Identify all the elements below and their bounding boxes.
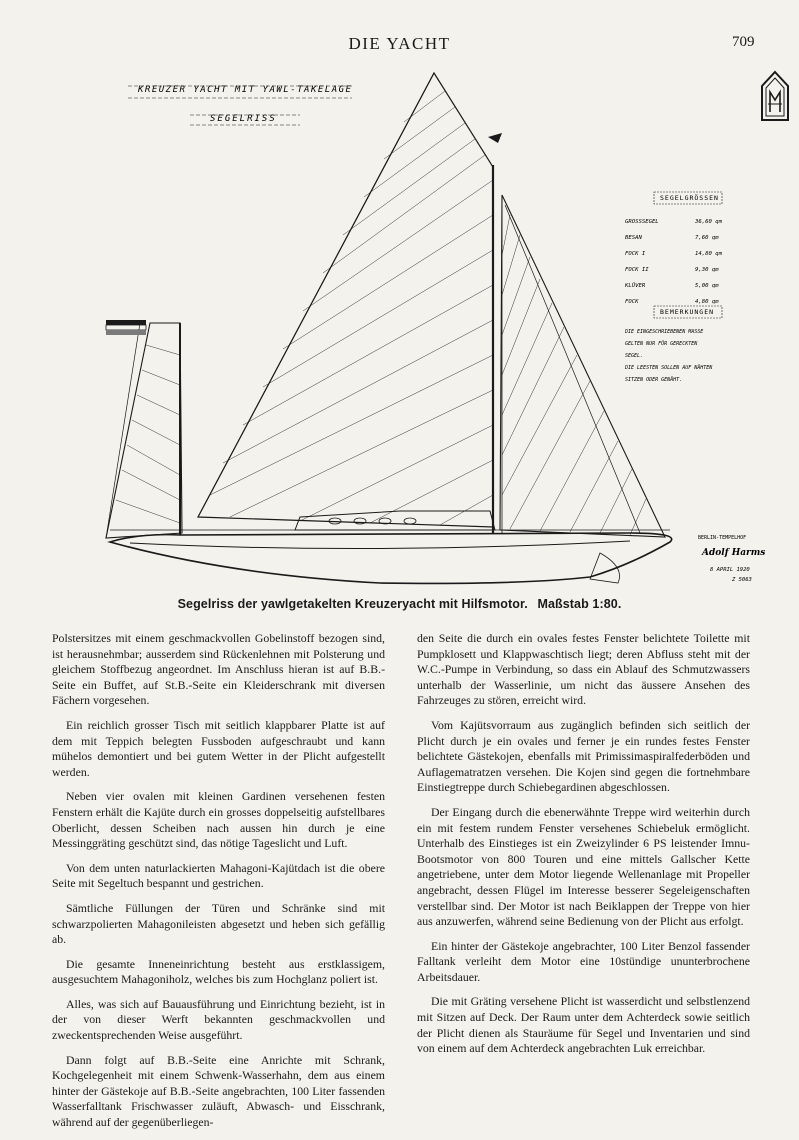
paragraph: Sämtliche Füllungen der Türen und Schränke sind mit schwarzpolierten Mahagonileisten abgesetzt und heben sich gefällig ab. bbox=[52, 900, 385, 947]
remarks-line: SITZEN ODER GENÄHT. bbox=[625, 377, 683, 383]
running-head-title: DIE YACHT bbox=[348, 34, 451, 53]
sail-area-label: KLÜVER bbox=[625, 283, 646, 289]
sail-area-value: 7,60 qm bbox=[695, 235, 719, 241]
drawing-subtitle: SEGELRISS bbox=[210, 114, 277, 124]
figure-caption bbox=[0, 597, 799, 611]
page-number: 709 bbox=[732, 34, 755, 50]
paragraph: den Seite die durch ein ovales festes Fenster belichtete Toilette mit Pumpklosett und Klappwaschtisch liegt; deren Abfluss steht mit der W.C.-Pumpe in Verbindung, so dass ein Ablauf des Schmutzwassers unterhalb der Wasserlinie, um nicht das äussere Ansehen des Fahrzeuges zu stören, erreicht wird. bbox=[417, 631, 750, 708]
paragraph: Neben vier ovalen mit kleinen Gardinen versehenen festen Fenstern erhält die Kajüte durch ein grosses doppelseitig aufstellbares Oberlicht, dessen Scheiben nach aussen hin durch je eine Messinggräting geschützt sind, das nötige Tageslicht und Luft. bbox=[52, 789, 385, 851]
sail-areas-table bbox=[624, 192, 723, 305]
paragraph: Ein hinter der Gästekoje angebrachter, 100 Liter Benzol fassender Falltank verleiht dem Motor eine 10stündige ununterbrochene Arbeitsdauer. bbox=[417, 938, 750, 984]
signature-number: Z 5063 bbox=[732, 577, 752, 583]
signature-block bbox=[698, 535, 765, 583]
text-column-right bbox=[417, 631, 750, 1066]
sail-area-label: GROSSSEGEL bbox=[625, 219, 659, 225]
paragraph: Die gesamte Inneneinrichtung besteht aus erstklassigem, ausgesuchtem Mahagoniholz, welches bis zum Hochglanz poliert ist. bbox=[52, 956, 385, 987]
text-column-left bbox=[52, 631, 385, 1140]
sail-area-value: 14,80 qm bbox=[695, 251, 722, 257]
sail-area-label: FOCK bbox=[625, 299, 639, 305]
remarks-line: GELTEN NUR FÜR GERECKTEN bbox=[625, 341, 698, 347]
paragraph: Alles, was sich auf Bauausführung und Einrichtung bezieht, ist in der von dieser Werft bekannten geschmackvollen und zweckentsprechenden Weise ausgeführt. bbox=[52, 996, 385, 1043]
sail-area-label: FOCK I bbox=[625, 251, 646, 257]
sail-area-value: 4,80 qm bbox=[695, 299, 719, 305]
paragraph: Ein reichlich grosser Tisch mit seitlich klappbarer Platte ist auf dem mit Teppich belegten Fussboden aufgeschraubt und kann mühelos demontiert und bei gutem Wetter in der Plicht aufgestellt werden. bbox=[52, 717, 385, 779]
drawing-title: KREUZER YACHT MIT YAWL-TAKELAGE bbox=[138, 85, 353, 95]
paragraph: Polstersitzes mit einem geschmackvollen Gobelinstoff bezogen sind, ist herausnehmbar; ausserdem sind Rückenlehnen mit Polsterung und gleichem Stoffbezug angeordnet. Im Anschluss hieran ist auf B.B.-Seite ein Buffet, auf St.B.-Seite ein Kleiderschrank mit diversen Fächern vorgesehen. bbox=[52, 631, 385, 708]
sail-area-label: BESAN bbox=[625, 235, 642, 241]
remarks-heading: BEMERKUNGEN bbox=[660, 308, 715, 316]
sail-area-value: 9,30 qm bbox=[695, 267, 719, 273]
sail-plan-drawing bbox=[70, 55, 770, 595]
paragraph: Dann folgt auf B.B.-Seite eine Anrichte mit Schrank, Kochgelegenheit mit einem Schwenk-Wasserhahn, dem aus einem hinter der Gästekoje auf B.B.-Seite angebrachten, 100 Liter fassenden Wasserfalltank Frischwasser zuläuft, Abwasch- und Eisschrank, während auf der gegenüberliegen- bbox=[52, 1052, 385, 1130]
signature-name: Adolf Harms bbox=[702, 548, 766, 558]
sail-area-label: FOCK II bbox=[625, 267, 649, 273]
paragraph: Der Eingang durch die ebenerwähnte Treppe wird weiterhin durch ein mit festem rundem Fenster versehenes Schiebeluk ermöglicht. Unterhalb des Einstieges ist ein Zweizylinder 6 PS leistender Imnu-Bootsmotor von 800 Touren und eine mittels Gallscher Kette angetriebene, unter dem Motor liegende Wellenanlage mit Propeller angebracht, dessen Flügel im Interesse besserer Segeleigenschaften verstellbar sind. Der Motor ist nach Beiklappen der Treppe von hier aus anzuwerfen, während seine Bedienung von der Plicht aus erfolgt. bbox=[417, 804, 750, 929]
sail-area-value: 5,00 qm bbox=[695, 283, 719, 289]
remarks-line: SEGEL. bbox=[625, 353, 644, 359]
caption-scale: Maßstab 1:80. bbox=[537, 597, 622, 611]
remarks-line: DIE LEESTEN SOLLEN AUF NÄHTEN bbox=[625, 365, 713, 371]
sail-area-value: 36,60 qm bbox=[695, 219, 722, 225]
paragraph: Von dem unten naturlackierten Mahagoni-Kajütdach ist die obere Seite mit Segeltuch bespannt und gestrichen. bbox=[52, 860, 385, 891]
caption-text: Segelriss der yawlgetakelten Kreuzeryacht mit Hilfsmotor. bbox=[177, 597, 528, 611]
sail-areas-heading: SEGELGRÖSSEN bbox=[660, 194, 719, 202]
remarks-block bbox=[624, 306, 722, 383]
paragraph: Die mit Gräting versehene Plicht ist wasserdicht und selbstlenzend mit Sitzen auf Deck. Der Raum unter dem Achterdeck sowie seitlich der Plicht dienen als Stauräume für Segel und Inventarien und sind von einem auf dem Achterdeck angebrachten Luk erreichbar. bbox=[417, 994, 750, 1056]
remarks-line: DIE EINGESCHRIEBENEN MASSE bbox=[625, 329, 704, 335]
paragraph: Vom Kajütsvorraum aus zugänglich befinden sich seitlich der Plicht durch je ein ovales und ferner je ein rundes festes Fenster belichtete Gästekojen, ebenfalls mit Primissimaspiralfederböden und Auflagematratzen versehen. Die Kojen sind gegen die fortnehmbare Einstiegtreppe durch Schiebegardinen abgeschlossen. bbox=[417, 717, 750, 795]
signature-date: 8 APRIL 1920 bbox=[710, 567, 750, 573]
signature-place: BERLIN-TEMPELHOF bbox=[698, 535, 747, 541]
